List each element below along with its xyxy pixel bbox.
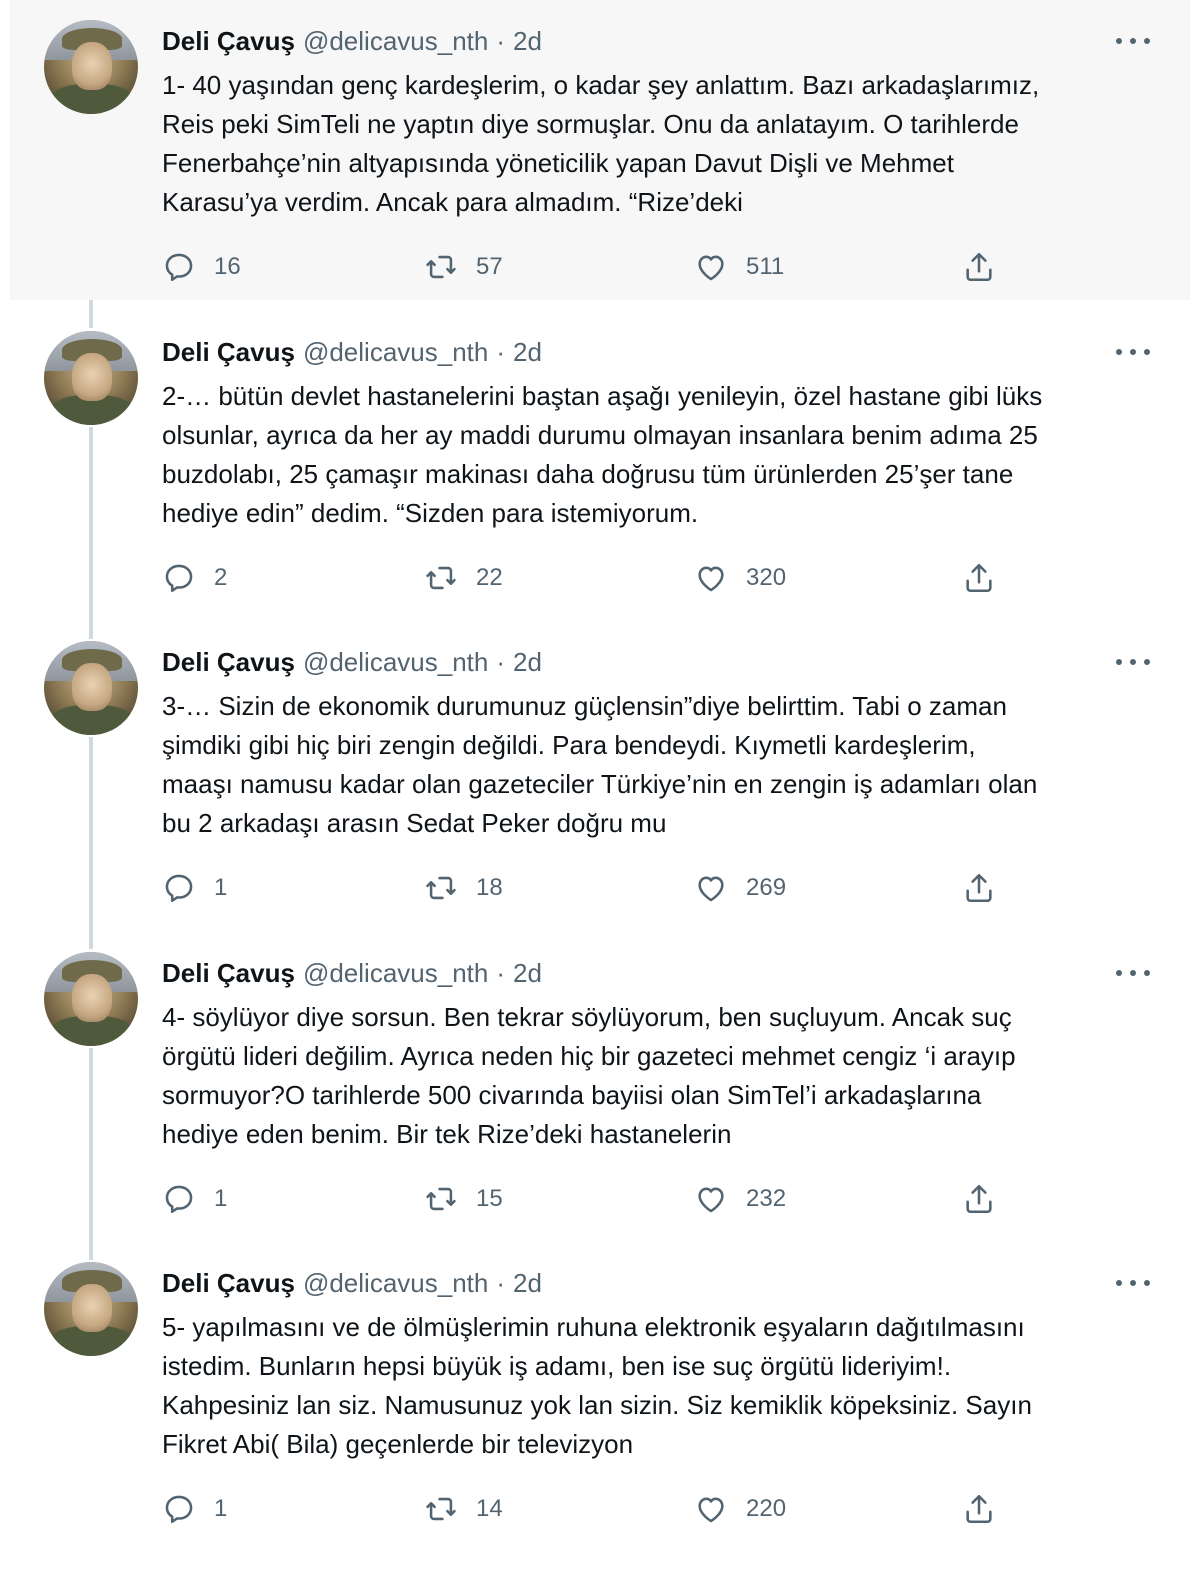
like-button[interactable]: [694, 871, 786, 905]
share-button[interactable]: [962, 1182, 996, 1216]
separator: ·: [496, 1267, 506, 1298]
retweet-count: 57: [476, 253, 503, 280]
user-handle[interactable]: @delicavus_nth: [302, 957, 489, 988]
share-button[interactable]: [962, 871, 996, 905]
tweet-actions: [162, 1182, 1042, 1216]
share-button[interactable]: [962, 1492, 996, 1526]
like-button[interactable]: [694, 1182, 786, 1216]
retweet-icon: [424, 1182, 458, 1216]
tweet-actions: [162, 561, 1042, 595]
retweet-icon: [424, 871, 458, 905]
like-icon: [694, 871, 728, 905]
share-button[interactable]: [962, 561, 996, 595]
tweet-header: [162, 645, 542, 679]
like-icon: [694, 561, 728, 595]
retweet-button[interactable]: [424, 561, 503, 595]
timestamp[interactable]: 2d: [513, 646, 542, 677]
reply-button[interactable]: [162, 871, 227, 905]
tweet-text: 2-… bütün devlet hastanelerini baştan aşağı yenileyin, özel hastane gibi lüks olsunlar, ayrıca da her ay maddi durumu olmayan insanlara benim adıma 25 buzdolabı, 25 çamaşır makinası daha doğrusu tüm ürünlerden 25’şer tane hediye edin” dedim. “Sizden para istemiyorum.: [162, 381, 1043, 528]
avatar[interactable]: [44, 1262, 138, 1356]
tweet-5[interactable]: [10, 1242, 1190, 1542]
display-name[interactable]: Deli Çavuş: [162, 1267, 295, 1298]
reply-count: 1: [214, 1495, 228, 1522]
tweet-header: [162, 956, 542, 990]
retweet-icon: [424, 250, 458, 284]
avatar[interactable]: [44, 331, 138, 425]
timestamp[interactable]: 2d: [513, 1267, 542, 1298]
display-name[interactable]: Deli Çavuş: [162, 646, 295, 677]
like-button[interactable]: [694, 561, 786, 595]
reply-icon: [162, 250, 196, 284]
share-icon: [962, 250, 996, 284]
share-icon: [962, 871, 996, 905]
like-icon: [694, 1492, 728, 1526]
more-icon[interactable]: [1116, 966, 1150, 980]
retweet-count: 15: [476, 1185, 503, 1212]
separator: ·: [496, 25, 506, 56]
display-name[interactable]: Deli Çavuş: [162, 957, 295, 988]
retweet-button[interactable]: [424, 250, 503, 284]
user-handle[interactable]: @delicavus_nth: [302, 25, 489, 56]
share-icon: [962, 561, 996, 595]
timestamp[interactable]: 2d: [513, 336, 542, 367]
like-icon: [694, 250, 728, 284]
tweet-actions: [162, 871, 1042, 905]
share-button[interactable]: [962, 250, 996, 284]
retweet-icon: [424, 561, 458, 595]
tweet-text: 3-… Sizin de ekonomik durumunuz güçlensin”diye belirttim. Tabi o zaman şimdiki gibi hiç biri zengin değildi. Para bendeydi. Kıymetli kardeşlerim, maaşı namusu kadar olan gazeteciler Türkiye’nin en zengin iş adamları olan bu 2 arkadaşı arasın Sedat Peker doğru mu: [162, 691, 1038, 838]
reply-button[interactable]: [162, 1182, 227, 1216]
retweet-button[interactable]: [424, 1492, 503, 1526]
reply-button[interactable]: [162, 250, 241, 284]
tweet-actions: [162, 1492, 1042, 1526]
reply-button[interactable]: [162, 561, 227, 595]
like-count: 232: [746, 1185, 787, 1212]
avatar[interactable]: [44, 952, 138, 1046]
user-handle[interactable]: @delicavus_nth: [302, 336, 489, 367]
more-icon[interactable]: [1116, 655, 1150, 669]
reply-count: 16: [214, 253, 241, 280]
reply-icon: [162, 1492, 196, 1526]
retweet-button[interactable]: [424, 1182, 503, 1216]
tweet-text: 1- 40 yaşından genç kardeşlerim, o kadar şey anlattım. Bazı arkadaşlarımız, Reis peki SimTeli ne yaptın diye sormuşlar. Onu da anlatayım. O tarihlerde Fenerbahçe’nin altyapısında yöneticilik yapan Davut Dişli ve Mehmet Karasu’ya verdim. Ancak para almadım. “Rize’deki: [162, 70, 1040, 217]
tweet-3[interactable]: [10, 621, 1190, 921]
tweet-header: [162, 1266, 542, 1300]
like-button[interactable]: [694, 1492, 786, 1526]
user-handle[interactable]: @delicavus_nth: [302, 646, 489, 677]
retweet-button[interactable]: [424, 871, 503, 905]
tweet-actions: [162, 250, 1042, 284]
reply-count: 2: [214, 564, 228, 591]
more-icon[interactable]: [1116, 345, 1150, 359]
like-count: 269: [746, 874, 787, 901]
like-count: 511: [746, 253, 785, 280]
share-icon: [962, 1492, 996, 1526]
share-icon: [962, 1182, 996, 1216]
timestamp[interactable]: 2d: [513, 957, 542, 988]
like-count: 220: [746, 1495, 787, 1522]
tweet-2[interactable]: [10, 311, 1190, 611]
tweet-text: 5- yapılmasını ve de ölmüşlerimin ruhuna elektronik eşyaların dağıtılmasını istedim. Bunların hepsi büyük iş adamı, ben ise suç örgütü lideriyim!. Kahpesiniz lan siz. Namusunuz yok lan sizin. Siz kemiklik köpeksiniz. Sayın Fikret Abi( Bila) geçenlerde bir televizyon: [162, 1312, 1032, 1459]
tweet-header: [162, 335, 542, 369]
separator: ·: [496, 646, 506, 677]
retweet-count: 18: [476, 874, 503, 901]
tweet-1[interactable]: [10, 0, 1190, 300]
avatar[interactable]: [44, 641, 138, 735]
like-count: 320: [746, 564, 787, 591]
tweet-header: [162, 24, 542, 58]
reply-count: 1: [214, 874, 228, 901]
more-icon[interactable]: [1116, 34, 1150, 48]
retweet-count: 22: [476, 564, 503, 591]
like-icon: [694, 1182, 728, 1216]
reply-icon: [162, 1182, 196, 1216]
reply-count: 1: [214, 1185, 228, 1212]
separator: ·: [496, 957, 506, 988]
retweet-icon: [424, 1492, 458, 1526]
user-handle[interactable]: @delicavus_nth: [302, 1267, 489, 1298]
display-name[interactable]: Deli Çavuş: [162, 336, 295, 367]
retweet-count: 14: [476, 1495, 503, 1522]
timestamp[interactable]: 2d: [513, 25, 542, 56]
tweet-text: 4- söylüyor diye sorsun. Ben tekrar söylüyorum, ben suçluyum. Ancak suç örgütü lideri değilim. Ayrıca neden hiç bir gazeteci mehmet cengiz ‘i arayıp sormuyor?O tarihlerde 500 civarında bayiisi olan SimTel’i arkadaşlarına hediye eden benim. Bir tek Rize’deki hastanelerin: [162, 1002, 1016, 1149]
reply-button[interactable]: [162, 1492, 227, 1526]
avatar[interactable]: [44, 20, 138, 114]
more-icon[interactable]: [1116, 1276, 1150, 1290]
reply-icon: [162, 871, 196, 905]
tweet-4[interactable]: [10, 932, 1190, 1232]
separator: ·: [496, 336, 506, 367]
like-button[interactable]: [694, 250, 784, 284]
display-name[interactable]: Deli Çavuş: [162, 25, 295, 56]
reply-icon: [162, 561, 196, 595]
